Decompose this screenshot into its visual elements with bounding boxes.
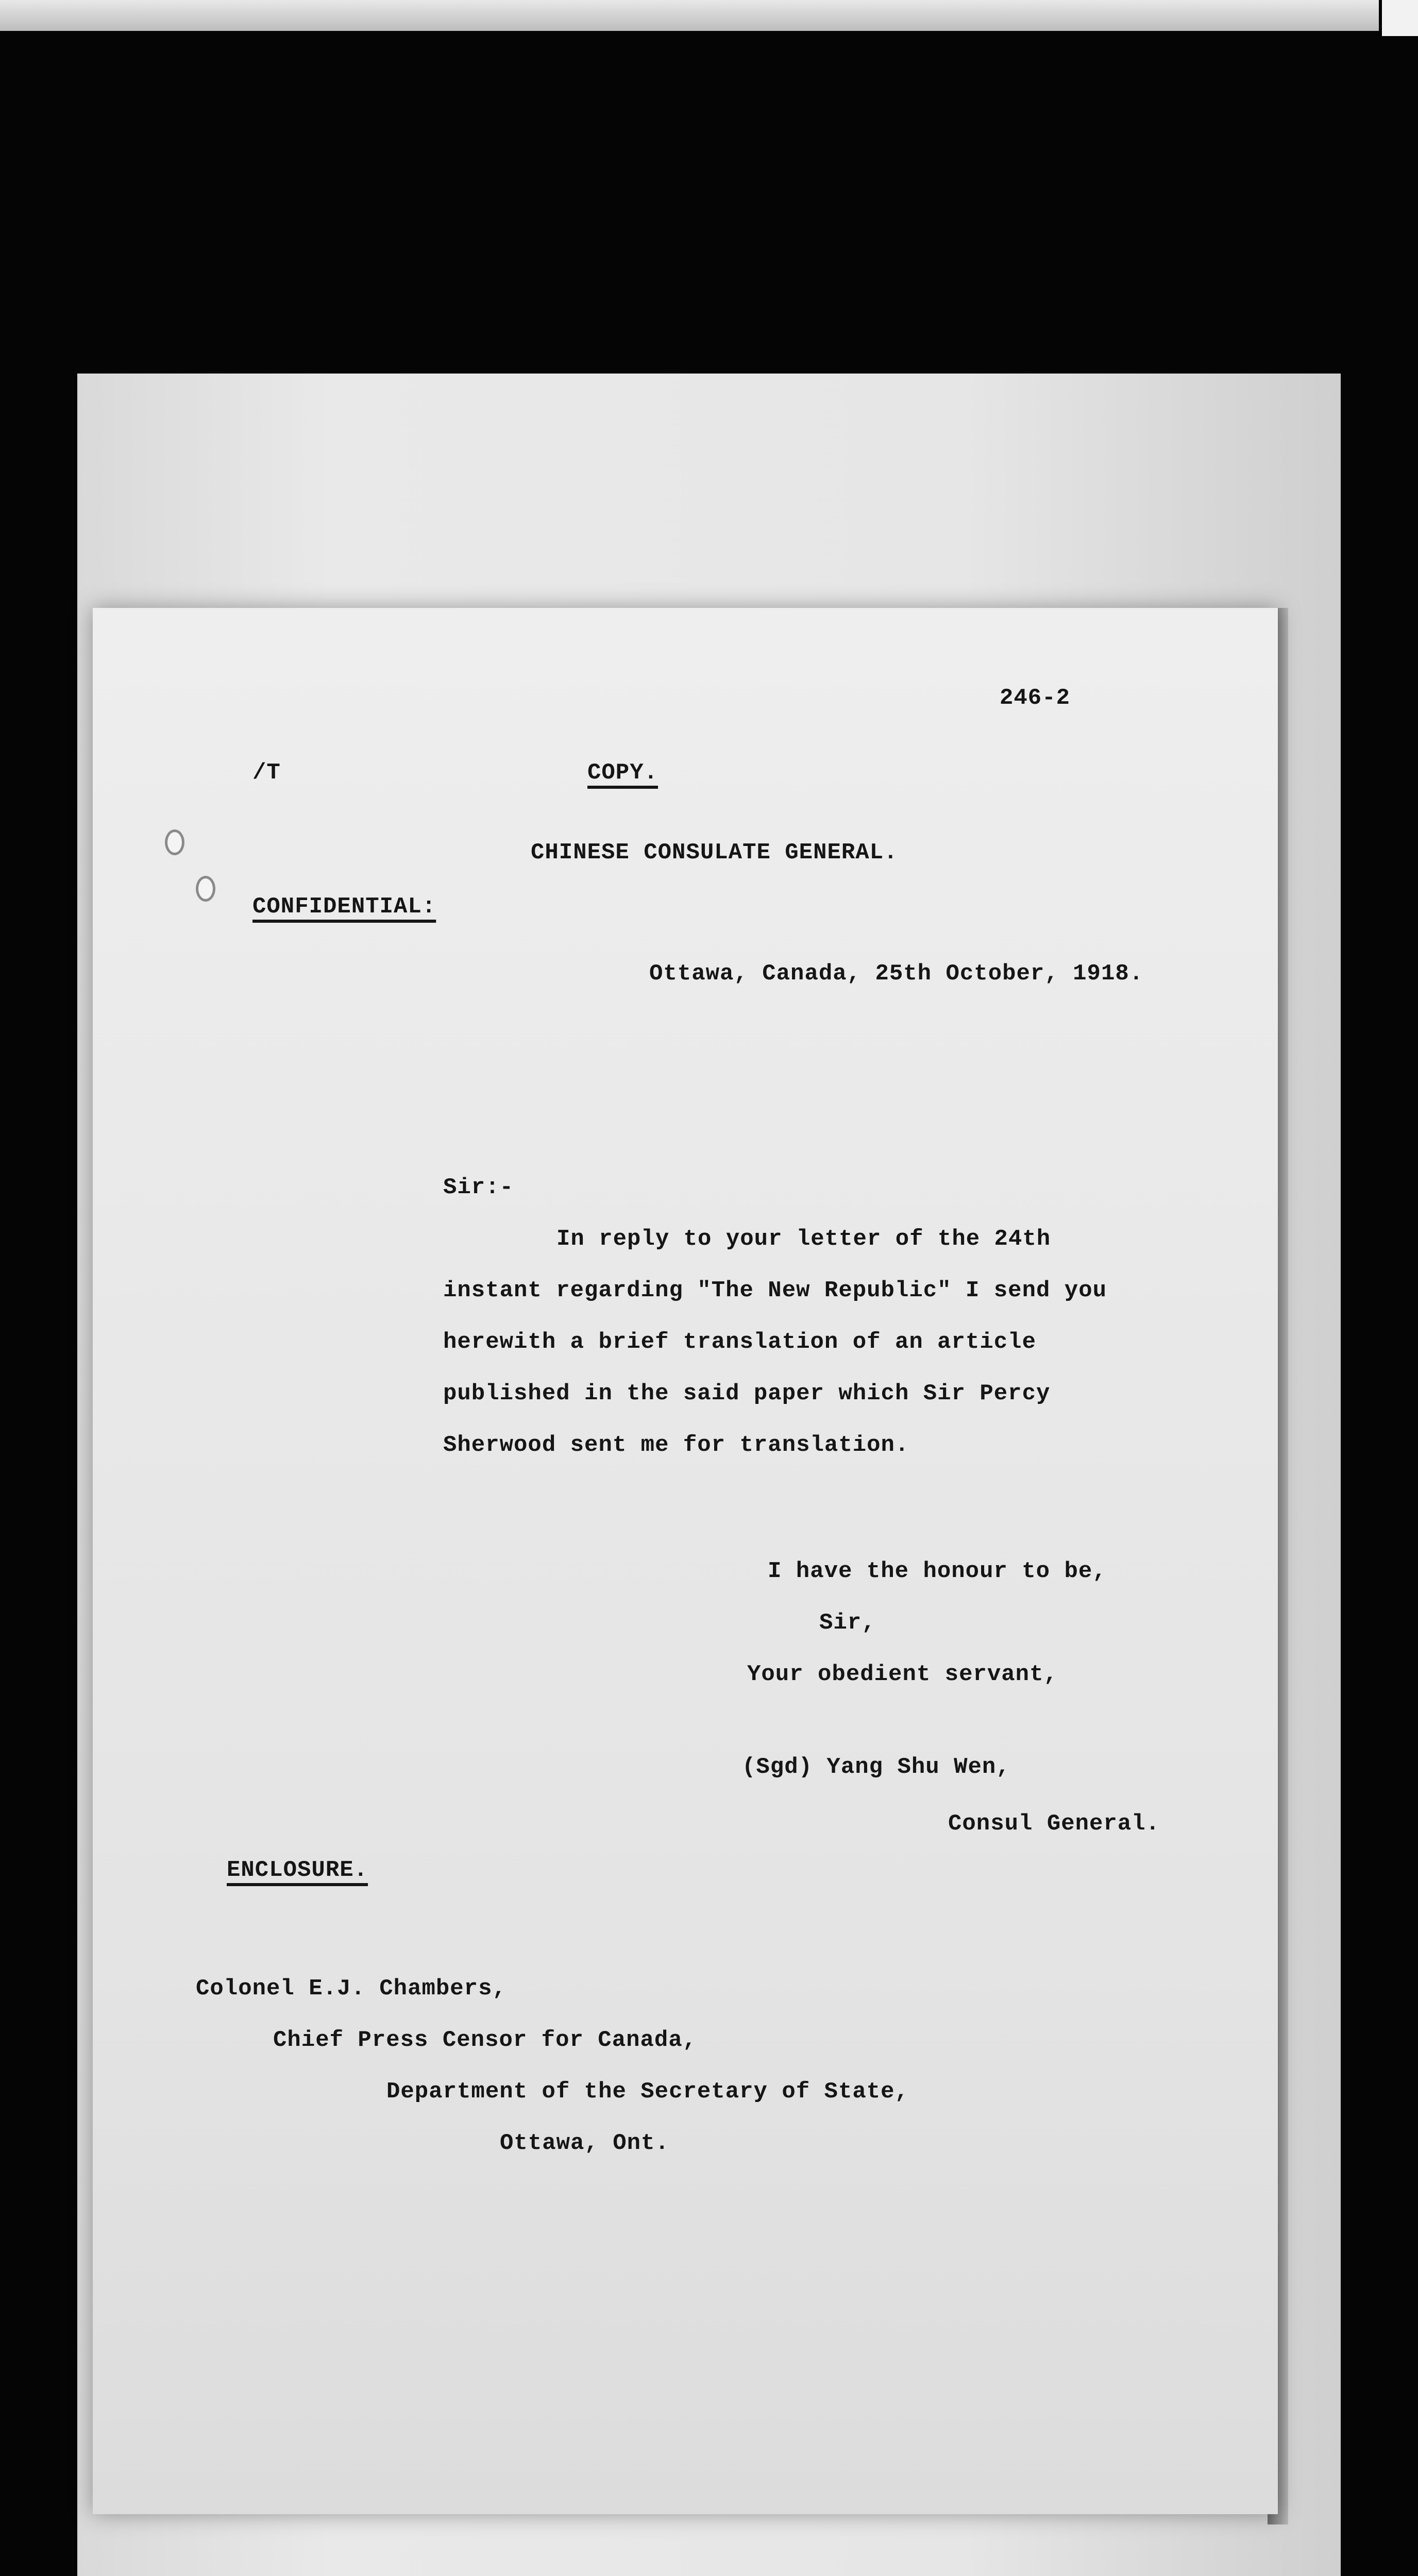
body-line: herewith a brief translation of an article: [443, 1329, 1036, 1355]
place-date: Ottawa, Canada, 25th October, 1918.: [649, 961, 1144, 987]
body-line: Sherwood sent me for translation.: [443, 1432, 909, 1458]
signature: (Sgd) Yang Shu Wen,: [742, 1754, 1010, 1780]
confidential-label: CONFIDENTIAL:: [252, 894, 436, 920]
addressee-line: Chief Press Censor for Canada,: [273, 2027, 697, 2053]
letter-page: [93, 608, 1278, 2514]
addressee-line: Ottawa, Ont.: [500, 2130, 669, 2156]
addressee-line: Colonel E.J. Chambers,: [196, 1976, 507, 2002]
signature-title: Consul General.: [948, 1811, 1160, 1837]
enclosure-label: ENCLOSURE.: [227, 1857, 368, 1883]
closing-line: Sir,: [819, 1610, 876, 1636]
body-line: instant regarding "The New Republic" I send you: [443, 1278, 1107, 1303]
punch-hole-icon: [196, 876, 215, 902]
salutation: Sir:-: [443, 1175, 514, 1200]
copy-heading: COPY.: [587, 760, 659, 786]
closing-line: I have the honour to be,: [768, 1558, 1107, 1584]
body-line: In reply to your letter of the 24th: [556, 1226, 1051, 1252]
film-top-strip: [0, 0, 1418, 31]
body-line: published in the said paper which Sir Percy: [443, 1381, 1051, 1406]
file-reference: 246-2: [1000, 685, 1071, 711]
consulate-heading: CHINESE CONSULATE GENERAL.: [531, 840, 898, 866]
addressee-line: Department of the Secretary of State,: [386, 2079, 909, 2105]
closing-line: Your obedient servant,: [747, 1662, 1058, 1687]
punch-hole-icon: [165, 829, 184, 855]
film-corner-marker: [1379, 0, 1418, 36]
file-mark: /T: [252, 760, 281, 786]
